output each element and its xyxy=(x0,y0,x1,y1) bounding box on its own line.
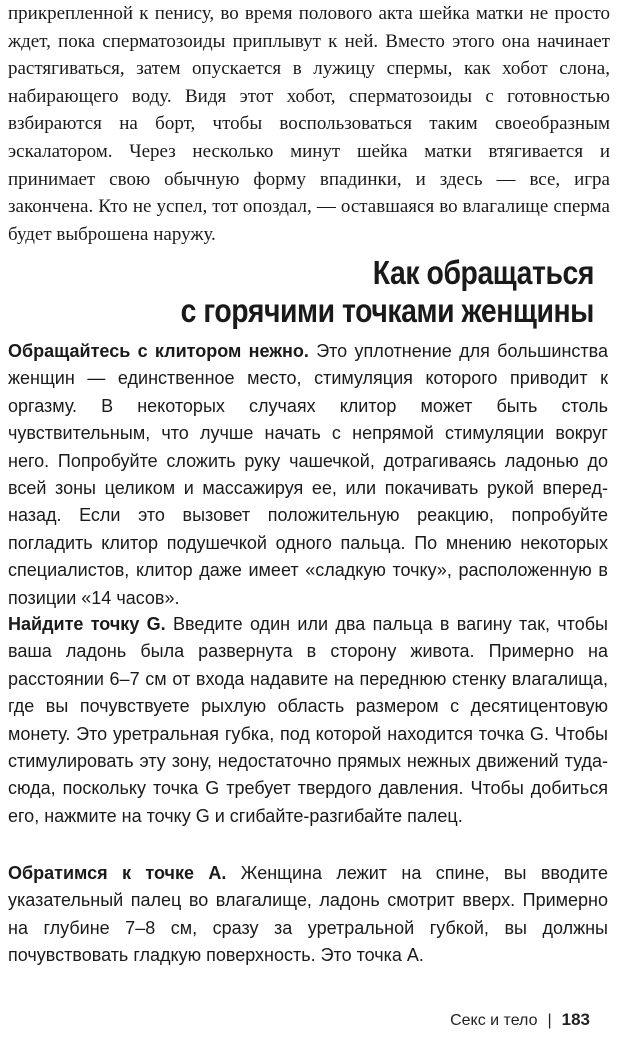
paragraph-g-spot xyxy=(8,611,608,830)
running-title: Секс и тело xyxy=(450,1012,538,1029)
section-heading-line-2: с горячими точками женщины xyxy=(180,292,595,329)
section-heading-line-1: Как обращаться xyxy=(372,254,594,291)
paragraph-body: Это уплотнение для большинства женщин — единственное место, стимуляция которого приводит к оргазму. В некоторых случаях клитор может быть столь чувствительным, что лучше начать с непрямой стимуляции вокруг него. Попробуйте сложить руку чашечкой, дотрагиваясь ладонью до всей зоны целиком и массажируя ее, или покачивать рукой вперед-назад. Если это вызовет положительную реакцию, попробуйте погладить клитор подушечкой одного пальца. По мнению некоторых специалистов, клитор даже имеет «сладкую точку», расположенную в позиции «14 часов». xyxy=(8,341,608,608)
page-number: 183 xyxy=(561,1010,590,1029)
footer-separator: | xyxy=(547,1012,552,1029)
intro-paragraph: прикрепленной к пенису, во время полового акта шейка матки не просто ждет, пока сперматозоиды приплывут к ней. Вместо этого она начинает растягиваться, затем опускается в лужицу спермы, как хобот слона, набирающего воду. Видя этот хобот, сперматозоиды с готовностью взбираются на борт, чтобы воспользоваться таким своеобразным эскалатором. Через несколько минут шейка матки втягивается и принимает свою обычную форму впадинки, и здесь — все, игра закончена. Кто не успел, тот опоздал, — оставшаяся во влагалище сперма будет выброшена наружу. xyxy=(8,3,610,245)
paragraph-lead: Найдите точку G. xyxy=(8,614,166,634)
section-heading xyxy=(112,254,594,330)
paragraph-lead: Обратимся к точке А. xyxy=(8,863,227,883)
paragraph-a-spot xyxy=(8,860,608,970)
paragraph-body: Женщина лежит на спине, вы вводите указательный палец во влагалище, ладонь смотрит вверх. Примерно на глубине 7–8 см, сразу за уретральной губкой, вы должны почувствовать гладкую поверхность. Это точка А. xyxy=(8,863,608,966)
paragraph-body: Введите один или два пальца в вагину так, чтобы ваша ладонь была развернута в сторону живота. Примерно на расстоянии 6–7 см от входа надавите на переднюю стенку влагалища, где вы почувствуете рыхлую область размером с десятицентовую монету. Это уретральная губка, под которой находится точка G. Чтобы стимулировать эту зону, недостаточно прямых нежных движений туда-сюда, поскольку точка G требует твердого давления. Чтобы добиться его, нажмите на точку G и сгибайте-разгибайте палец. xyxy=(8,614,608,826)
paragraph-clitoris xyxy=(8,338,608,612)
page-footer xyxy=(450,1010,590,1031)
paragraph-lead: Обращайтесь с клитором нежно. xyxy=(8,341,309,361)
